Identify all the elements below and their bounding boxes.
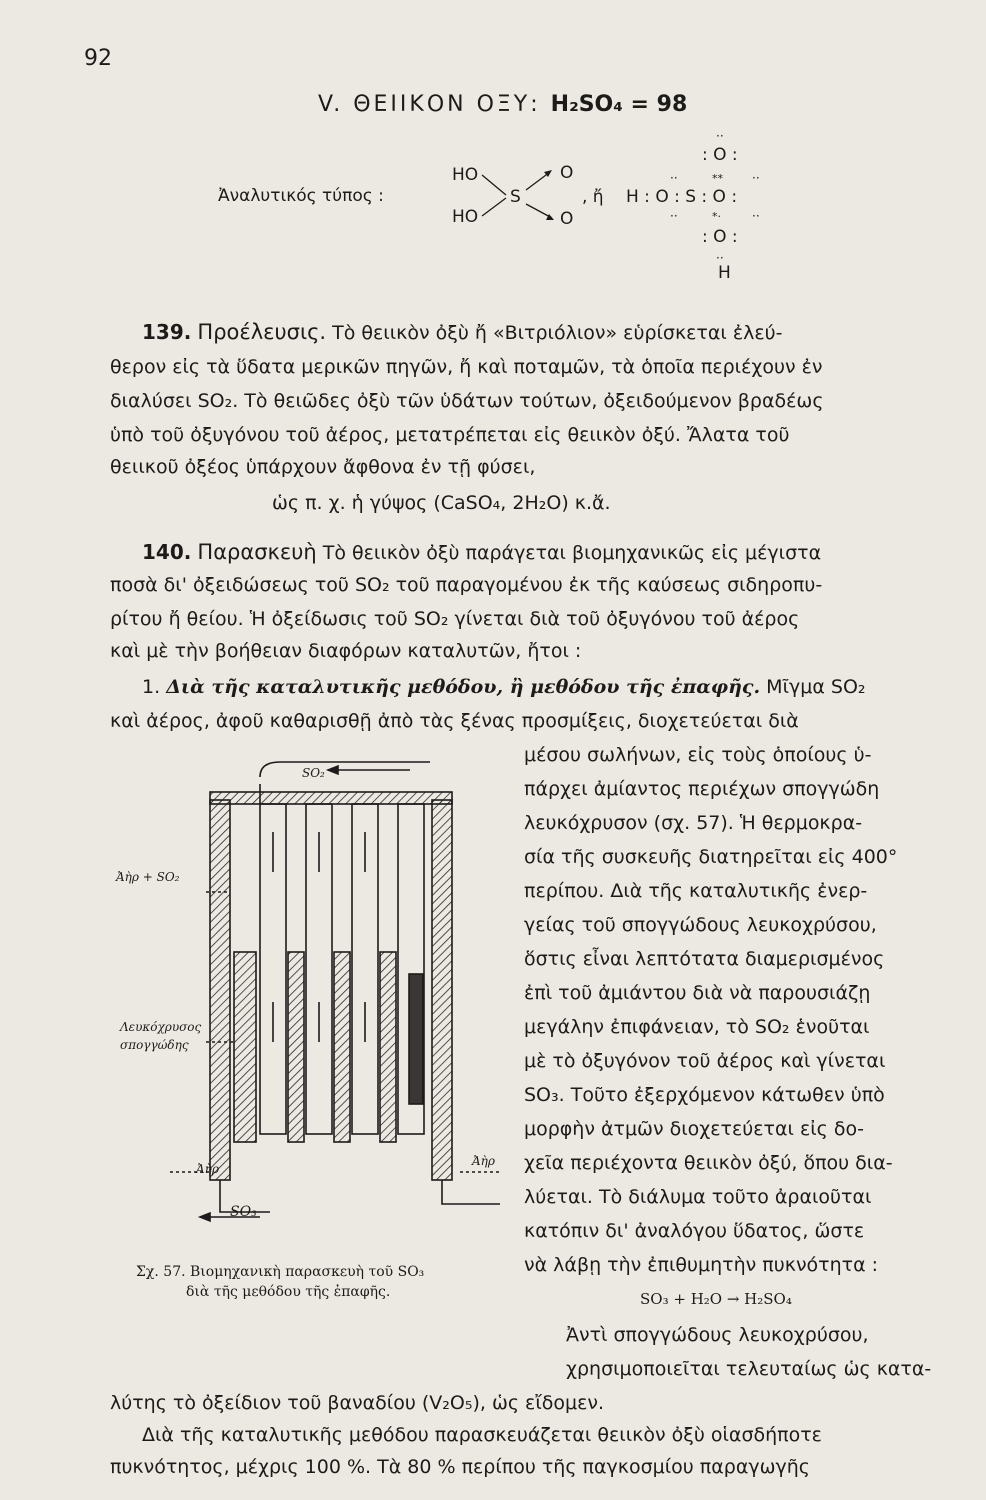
sec140-text: Τὸ θειικὸν ὀξὺ παράγεται βιομηχανικῶς εἰς μέγιστα <box>322 542 822 564</box>
right-col-line: πάρχει ἀμίαντος περιέχων σπογγώδη <box>524 778 880 800</box>
method1-title: Διὰ τῆς καταλυτικῆς μεθόδου, ἢ μεθόδου τῆς ἐπαφῆς. <box>166 676 761 698</box>
label-platinum-2: σπογγώδης <box>120 1038 189 1052</box>
sec139-text: Τὸ θειικὸν ὀξὺ ἤ «Βιτριόλιον» εὑρίσκεται ἐλεύ- <box>332 322 783 344</box>
electron-pair: ** <box>712 172 723 185</box>
analytic-formula-label: Ἀναλυτικός τύπος : <box>218 186 384 206</box>
label-air-left: Ἀὴρ <box>196 1162 219 1176</box>
shell-top <box>210 792 452 804</box>
after-line: Ἀντὶ σπογγώδους λευκοχρύσου, <box>566 1324 869 1346</box>
after-line: πυκνότητος, μέχρις 100 %. Τὰ 80 % περίπου τῆς παγκοσμίου παραγωγῆς <box>110 1456 810 1478</box>
formula-or: , ἤ <box>582 187 604 207</box>
right-col-line: νὰ λάβῃ τὴν ἐπιθυμητὴν πυκνότητα : <box>524 1254 879 1276</box>
right-col-line: λύεται. Τὸ διάλυμα τοῦτο ἀραιοῦται <box>524 1186 872 1208</box>
right-col-line: μέσου σωλήνων, εἰς τοὺς ὁποίους ὑ- <box>524 744 872 766</box>
shell-wall-right <box>432 800 452 1180</box>
sec139-line-4: ὑπὸ τοῦ ὀξυγόνου τοῦ ἀέρος, μετατρέπεται εἰς θειικὸν ὀξύ. Ἄλατα τοῦ <box>110 424 790 446</box>
formula-ho-bottom: HO <box>452 207 479 227</box>
method1-line-2: καὶ ἀέρος, ἀφοῦ καθαρισθῇ ἀπὸ τὰς ξένας προσμίξεις, διοχετεύεται διὰ <box>110 710 799 732</box>
figure-caption-line-2: διὰ τῆς μεθόδου τῆς ἐπαφῆς. <box>186 1284 391 1300</box>
sec139-line-6: ὡς π. χ. ἡ γύψος (CaSO₄, 2H₂O) κ.ἄ. <box>272 492 611 514</box>
dot-middle: H : O : S : O : <box>626 187 738 207</box>
formula-s: S <box>510 187 521 207</box>
formula-o-bottom: O <box>560 209 574 229</box>
label-platinum-1: Λευκόχρυσος <box>120 1020 202 1034</box>
catalyst-zone <box>334 952 350 1142</box>
label-air-right: Ἀὴρ <box>472 1154 495 1168</box>
right-col-line: SO₃. Τοῦτο ἐξερχόμενον κάτωθεν ὑπὸ <box>524 1084 885 1106</box>
figure-caption-line-1: Σχ. 57. Βιομηχανικὴ παρασκευὴ τοῦ SO₃ <box>136 1264 425 1280</box>
electron-pair: ·· <box>670 171 678 185</box>
dot-h-bottom: H <box>718 263 731 283</box>
formula-o-top: O <box>560 163 574 183</box>
arrow-head <box>200 1213 210 1221</box>
dot-o-top: : O : <box>702 145 738 165</box>
right-col-line: περίπου. Διὰ τῆς καταλυτικῆς ἐνερ- <box>524 880 868 902</box>
label-so2-top: SO₂ <box>302 766 325 780</box>
label-air-so2: Ἀὴρ + SO₂ <box>116 870 180 884</box>
bond-line <box>482 175 506 195</box>
electron-pair: ·· <box>670 209 678 223</box>
method1-number: 1. <box>142 676 161 698</box>
sulfuric-acid-formulas <box>440 120 800 285</box>
page-number: 92 <box>84 46 112 71</box>
right-col-line: γείας τοῦ σπογγώδους λευκοχρύσου, <box>524 914 877 936</box>
sec139-line-1 <box>142 322 783 343</box>
catalyst-zone <box>288 952 304 1142</box>
sec140-line-3: ρίτου ἤ θείου. Ἡ ὀξείδωσις τοῦ SO₂ γίνεται διὰ τοῦ ὀξυγόνου τοῦ ἀέρος <box>110 608 800 630</box>
right-col-line: μορφὴν ἀτμῶν διοχετεύεται εἰς δο- <box>524 1118 864 1140</box>
right-col-line: σία τῆς συσκευῆς διατηρεῖται εἰς 400° <box>524 846 898 868</box>
right-col-line: ὅστις εἶναι λεπτότατα διαμερισμένος <box>524 948 885 970</box>
sec140-line-4: καὶ μὲ τὴν βοήθειαν διαφόρων καταλυτῶν, ἤτοι : <box>110 640 582 662</box>
air-inlet-pipe <box>442 1180 500 1204</box>
title-formula: H₂SO₄ = 98 <box>550 92 688 117</box>
sec140-line-1 <box>142 542 821 563</box>
sec139-heading: Προέλευσις. <box>197 320 327 344</box>
sec140-number: 140. <box>142 540 192 564</box>
bond-line <box>482 198 506 216</box>
catalyst-dark-zone <box>409 974 423 1104</box>
sec139-line-2: θερον εἰς τὰ ὕδατα μερικῶν πηγῶν, ἤ καὶ ποταμῶν, τὰ ὁποῖα περιέχουν ἐν <box>110 356 823 378</box>
label-so3: SO₃ <box>230 1204 257 1220</box>
after-line: Διὰ τῆς καταλυτικῆς μεθόδου παρασκευάζεται θειικὸν ὀξὺ οἱασδήποτε <box>142 1424 822 1446</box>
sec140-heading: Παρασκευὴ <box>197 540 317 564</box>
electron-pair: ·· <box>752 209 760 223</box>
electron-pair: ·· <box>752 171 760 185</box>
electron-pair: *· <box>712 210 721 223</box>
after-line: χρησιμοποιεῖται τελευταίως ὡς κατα- <box>566 1358 932 1380</box>
sec139-line-3: διαλύσει SO₂. Τὸ θειῶδες ὀξὺ τῶν ὑδάτων τούτων, ὀξειδούμενον βραδέως <box>110 390 824 412</box>
sec140-line-2: ποσὰ δι' ὀξειδώσεως τοῦ SO₂ τοῦ παραγομένου ἐκ τῆς καύσεως σιδηροπυ- <box>110 574 823 596</box>
dot-o-bottom: : O : <box>702 227 738 247</box>
title-prefix: V. ΘΕΙΙΚΟΝ ΟΞΥ: <box>318 92 541 117</box>
right-col-line: μὲ τὸ ὀξυγόνον τοῦ ἀέρος καὶ γίνεται <box>524 1050 886 1072</box>
section-title <box>318 92 687 117</box>
reaction-equation: SO₃ + H₂O → H₂SO₄ <box>640 1290 792 1308</box>
electron-pair: ·· <box>716 251 724 265</box>
right-col-line: μεγάλην ἐπιφάνειαν, τὸ SO₂ ἑνοῦται <box>524 1016 870 1038</box>
method1-line-1 <box>142 678 866 697</box>
right-col-line: λευκόχρυσον (σχ. 57). Ἡ θερμοκρα- <box>524 812 863 834</box>
sec139-line-5: θειικοῦ ὀξέος ὑπάρχουν ἄφθονα ἐν τῇ φύσει, <box>110 456 536 478</box>
formula-ho-top: HO <box>452 165 479 185</box>
right-col-line: ἐπὶ τοῦ ἀμιάντου διὰ νὰ παρουσιάζῃ <box>524 982 871 1004</box>
right-col-line: κατόπιν δι' ἀναλόγου ὕδατος, ὥστε <box>524 1220 865 1242</box>
catalyst-zone <box>380 952 396 1142</box>
right-col-line: χεῖα περιέχοντα θειικὸν ὀξύ, ὅπου δια- <box>524 1152 893 1174</box>
figure-57-apparatus <box>110 742 520 1232</box>
shell-wall-left <box>210 800 230 1180</box>
electron-pair: ·· <box>716 129 724 143</box>
arrow-head <box>328 766 338 774</box>
after-line: λύτης τὸ ὀξείδιον τοῦ βαναδίου (V₂O₅), ὡς εἴδομεν. <box>110 1392 605 1414</box>
method1-rest: Μῖγμα SO₂ <box>766 676 866 698</box>
catalyst-zone <box>234 952 256 1142</box>
sec139-number: 139. <box>142 320 192 344</box>
